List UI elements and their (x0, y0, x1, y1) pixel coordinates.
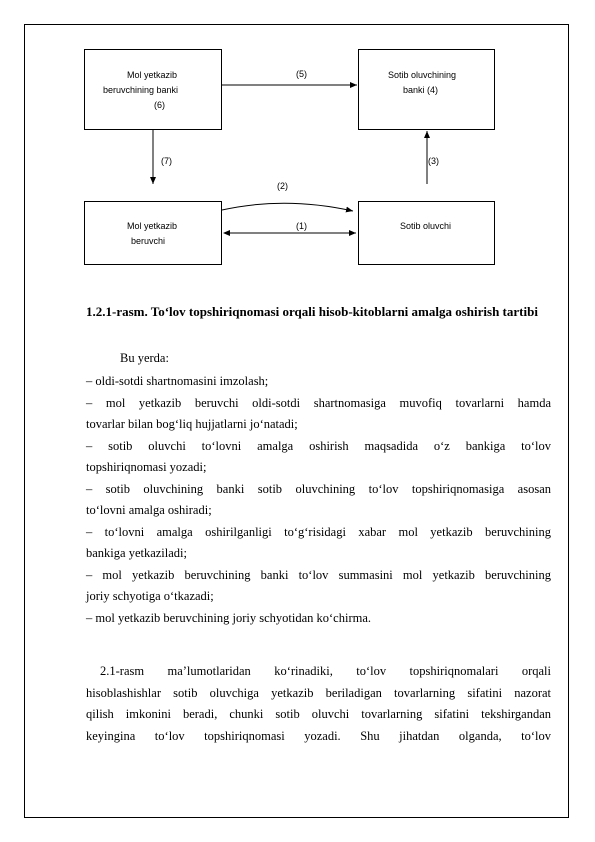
box-buyer (358, 201, 495, 265)
box-buyer-bank-line1: Sotib oluvchining (388, 70, 457, 80)
label-7: (7) (161, 156, 172, 166)
step-list (86, 371, 551, 629)
figure-caption: 1.2.1-rasm. To‘lov topshiriqnomasi orqali hisob-kitoblarni amalga oshirish tartibi (86, 304, 538, 319)
paragraph-line: hisoblashishlar sotib oluvchiga yetkazib beriladigan tovarlarning sifatini nazorat (86, 685, 551, 700)
label-1: (1) (296, 221, 307, 231)
list-item: – sotib oluvchining banki sotib oluvchining to‘lov topshiriqnomasiga asosan to‘lovni amalga oshiradi; (86, 481, 551, 517)
box-seller-bank-line3: (6) (154, 100, 165, 110)
list-item: – to‘lovni amalga oshirilganligi to‘g‘risidagi xabar mol yetkazib beruvchining bankiga yetkaziladi; (86, 524, 551, 560)
list-item: – sotib oluvchi to‘lovni amalga oshirish maqsadida o‘z bankiga to‘lov topshiriqnomasi yozadi; (86, 438, 551, 474)
body-paragraph (86, 661, 551, 747)
label-5: (5) (296, 69, 307, 79)
paragraph-line: qilish imkonini beradi, chunki sotib oluvchi tovarlarning sifatini tekshirgandan (86, 707, 551, 721)
box-buyer-bank (358, 49, 495, 130)
payment-flow-diagram (0, 0, 595, 290)
paragraph-line: 2.1-rasm ma’lumotlaridan ko‘rinadiki, to‘lov topshiriqnomalari orqali (100, 664, 551, 678)
paragraph-line: keyingina to‘lov topshiriqnomasi yozadi. Shu jihatdan olganda, to‘lov (86, 728, 551, 743)
box-buyer-line1: Sotib oluvchi (400, 221, 452, 231)
box-seller-line1: Mol yetkazib (127, 221, 178, 231)
list-item: – mol yetkazib beruvchi oldi-sotdi shartnomasiga muvofiq tovarlarni hamda tovarlar bilan bog‘liq hujjatlarni jo‘natadi; (86, 395, 551, 431)
box-seller-bank-line1: Mol yetkazib (127, 70, 178, 80)
box-buyer-bank-line2: banki (4) (403, 85, 439, 95)
arrow-2 (222, 203, 353, 211)
box-seller-bank (84, 49, 222, 130)
box-seller (84, 201, 222, 265)
list-item: – mol yetkazib beruvchining joriy schyotidan ko‘chirma. (86, 610, 371, 625)
box-seller-bank-line2: beruvchining banki (103, 85, 179, 95)
intro-text: Bu yerda: (120, 351, 169, 365)
list-item: – mol yetkazib beruvchining banki to‘lov summasini mol yetkazib beruvchining joriy schyotiga o‘tkazadi; (86, 567, 551, 603)
list-item: – oldi-sotdi shartnomasini imzolash; (86, 374, 269, 388)
label-2: (2) (277, 181, 288, 191)
box-seller-line2: beruvchi (131, 236, 166, 246)
label-3: (3) (428, 156, 439, 166)
